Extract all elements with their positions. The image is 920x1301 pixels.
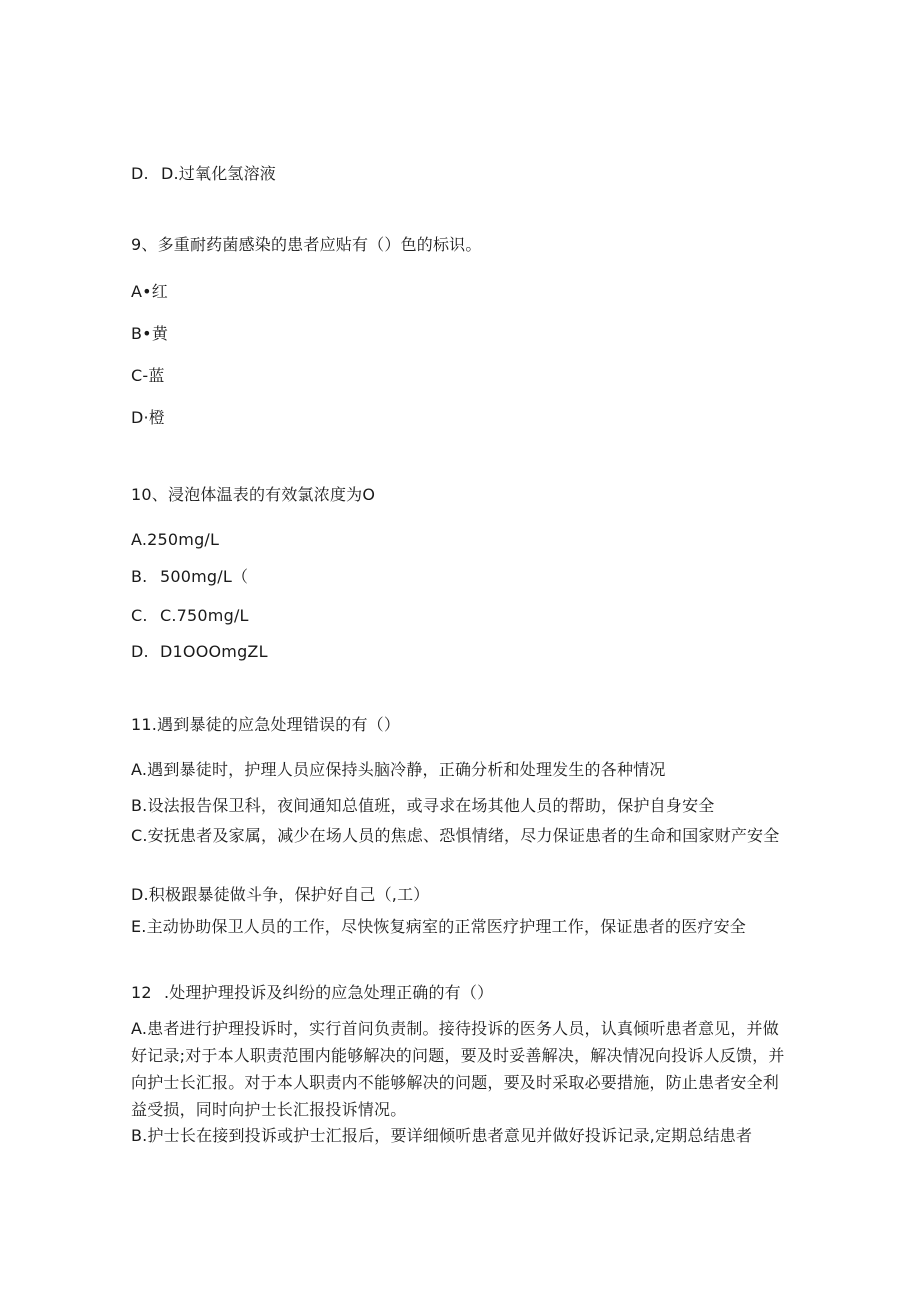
q9-option-d: D·橙 [131, 408, 166, 427]
q12-question [131, 982, 493, 1004]
q12-option-b: B.护士长在接到投诉或护士汇报后，要详细倾听患者意见并做好投诉记录,定期总结患者 [131, 1126, 753, 1145]
q12-question-text: .处理护理投诉及纠纷的应急处理正确的有（） [164, 983, 494, 1002]
q10-option-c [131, 605, 249, 627]
q10-option-d [131, 641, 268, 663]
q11-question: 11.遇到暴徒的应急处理错误的有（） [131, 715, 401, 734]
q10-option-b-text: 500mg∕L（ [160, 567, 249, 586]
q10-option-c-text: C.750mg∕L [160, 606, 249, 625]
q12-number: 12 [131, 983, 152, 1002]
q10-option-a: A.250mg∕L [131, 530, 220, 549]
q8-option-d-prefix: D. [131, 164, 149, 183]
q8-option-d [131, 163, 276, 185]
q11-option-c: C.安抚患者及家属，减少在场人员的焦虑、恐惧情绪，尽力保证患者的生命和国家财产安全 [131, 826, 780, 845]
q9-question: 9、多重耐药菌感染的患者应贴有（）色的标识。 [131, 235, 482, 254]
q11-option-b: B.设法报告保卫科，夜间通知总值班，或寻求在场其他人员的帮助，保护自身安全 [131, 796, 715, 815]
q10-question: 10、浸泡体温表的有效氯浓度为O [131, 485, 376, 504]
q10-option-b [131, 566, 248, 588]
q9-option-b: B•黄 [131, 324, 169, 343]
q8-option-d-text: D.过氧化氢溶液 [161, 164, 277, 183]
q10-option-d-text: D1OOOmgZL [160, 642, 268, 661]
q9-option-c: C-蓝 [131, 366, 165, 385]
q12-option-a: A.患者进行护理投诉时，实行首问负责制。接待投诉的医务人员，认真倾听患者意见，并做好记录;对于本人职责范围内能够解决的问题，要及时妥善解决，解决情况向投诉人反馈，并向护士长汇报。对于本人职责内不能够解决的问题，要及时采取必要措施，防止患者安全利益受损，同时向护士长汇报投诉情况。 [131, 1019, 785, 1119]
q11-option-e: E.主动协助保卫人员的工作，尽快恢复病室的正常医疗护理工作，保证患者的医疗安全 [131, 917, 746, 936]
q11-option-d: D.积极跟暴徒做斗争，保护好自己（,工） [131, 885, 430, 904]
q10-option-c-prefix: C. [131, 606, 148, 625]
q11-option-a: A.遇到暴徒时，护理人员应保持头脑冷静，正确分析和处理发生的各种情况 [131, 760, 666, 779]
q10-option-d-prefix: D. [131, 642, 149, 661]
q10-option-b-prefix: B. [131, 567, 148, 586]
q9-option-a: A•红 [131, 282, 168, 301]
